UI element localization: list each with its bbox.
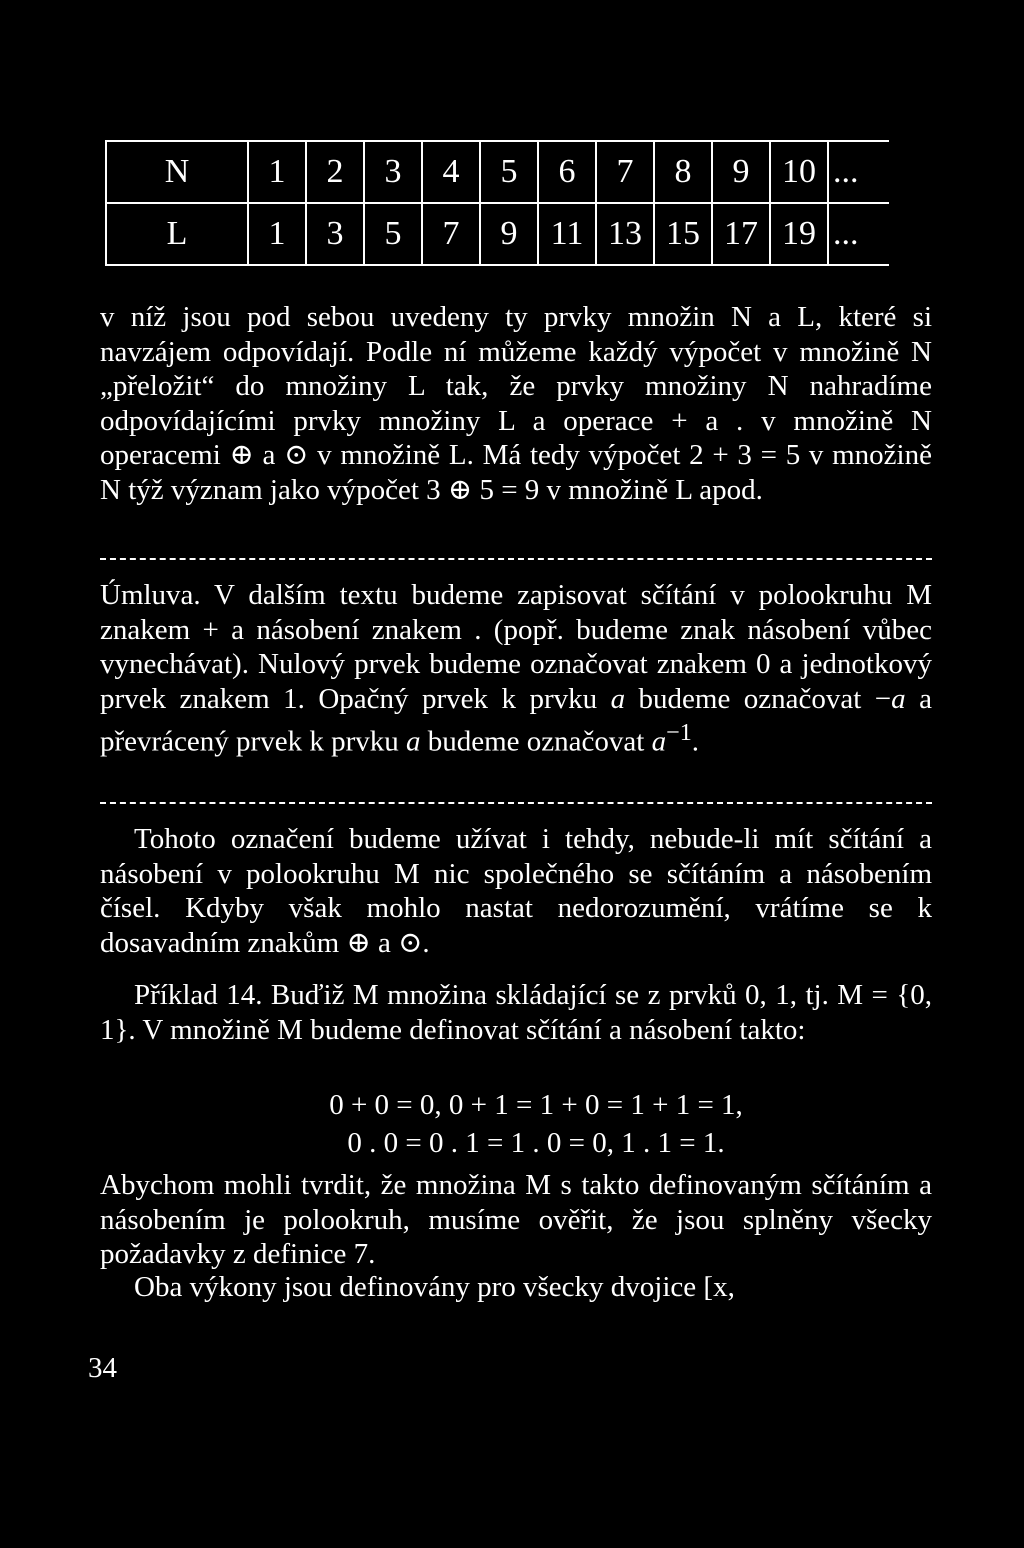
table-cell: 1 (248, 203, 306, 265)
variable-a: a (610, 682, 626, 715)
text-run: Úmluva. V dalším textu budeme zapisovat sčítání v polookruhu M znakem + a násobení znakem . (popř. budeme znak násobení vůbec vynechávat). Nulový prvek budeme označovat znakem 0 a jednotkový prvek znakem 1. Opačný prvek k prvku (100, 579, 932, 715)
row-label-l: L (106, 203, 248, 265)
paragraph-verification: Abychom mohli tvrdit, že množina M s takto definovaným sčítáním a násobením je polookruh, musíme ověřit, že jsou splněny všecky požadavky z definice 7. (100, 1169, 932, 1270)
text-run: budeme označovat − (625, 682, 892, 715)
text-run: . (691, 725, 700, 758)
paragraph-continuation: Oba výkony jsou definovány pro všecky dvojice [x, (134, 1271, 735, 1303)
table-cell: 4 (422, 141, 480, 203)
table-cell: 11 (538, 203, 596, 265)
table-row-l (106, 203, 889, 265)
correspondence-table (105, 140, 889, 266)
table-cell: 7 (422, 203, 480, 265)
table-cell: 9 (712, 141, 770, 203)
table-cell: 17 (712, 203, 770, 265)
table-cell: 9 (480, 203, 538, 265)
table-ellipsis: ... (828, 203, 889, 265)
text-run: budeme označovat (420, 725, 652, 758)
paragraph-example: Příklad 14. Buďiž M množina skládající se z prvků 0, 1, tj. M = {0, 1}. V množině M budeme definovat sčítání a násobení takto: (100, 979, 932, 1046)
table-cell: 7 (596, 141, 654, 203)
text-run: a převrácený prvek k prvku (100, 682, 933, 758)
table-cell: 6 (538, 141, 596, 203)
table-cell: 3 (306, 203, 364, 265)
variable-a: a (406, 725, 421, 758)
table-cell: 19 (770, 203, 828, 265)
page-number: 34 (88, 1352, 117, 1384)
table-ellipsis: ... (828, 141, 889, 203)
table-cell: 13 (596, 203, 654, 265)
table-cell: 5 (480, 141, 538, 203)
row-label-n: N (106, 141, 248, 203)
variable-a: a (651, 725, 667, 758)
equation-addition: 0 + 0 = 0, 0 + 1 = 1 + 0 = 1 + 1 = 1, (329, 1089, 743, 1121)
equation-multiplication: 0 . 0 = 0 . 1 = 1 . 0 = 0, 1 . 1 = 1. (347, 1127, 725, 1159)
paragraph-notation: Tohoto označení budeme užívat i tehdy, nebude-li mít sčítání a násobení v polookruhu M nic společného se sčítáním a násobením čísel. Kdyby však mohlo nastat nedorozumění, vrátíme se k dosavadním znakům ⊕ a ⊙. (100, 823, 932, 959)
table-cell: 15 (654, 203, 712, 265)
table-cell: 8 (654, 141, 712, 203)
table-cell: 3 (364, 141, 422, 203)
superscript: −1 (666, 719, 692, 746)
paragraph-intro: v níž jsou pod sebou uvedeny ty prvky množin N a L, které si navzájem odpovídají. Podle ní můžeme každý výpočet v množině N „přeložit“ do množiny L tak, že prvky množiny N nahradíme odpovídajícími prvky množiny L a operace + a . v množině N operacemi ⊕ a ⊙ v množině L. Má tedy výpočet 2 + 3 = 5 v množině N týž význam jako výpočet 3 ⊕ 5 = 9 v množině L apod. (100, 301, 932, 506)
paragraph-convention (100, 578, 932, 759)
table-cell: 1 (248, 141, 306, 203)
dashed-divider (100, 802, 932, 804)
table-cell: 10 (770, 141, 828, 203)
table-row-n (106, 141, 889, 203)
table-cell: 2 (306, 141, 364, 203)
table-cell: 5 (364, 203, 422, 265)
variable-a: a (891, 682, 906, 715)
dashed-divider (100, 558, 932, 560)
